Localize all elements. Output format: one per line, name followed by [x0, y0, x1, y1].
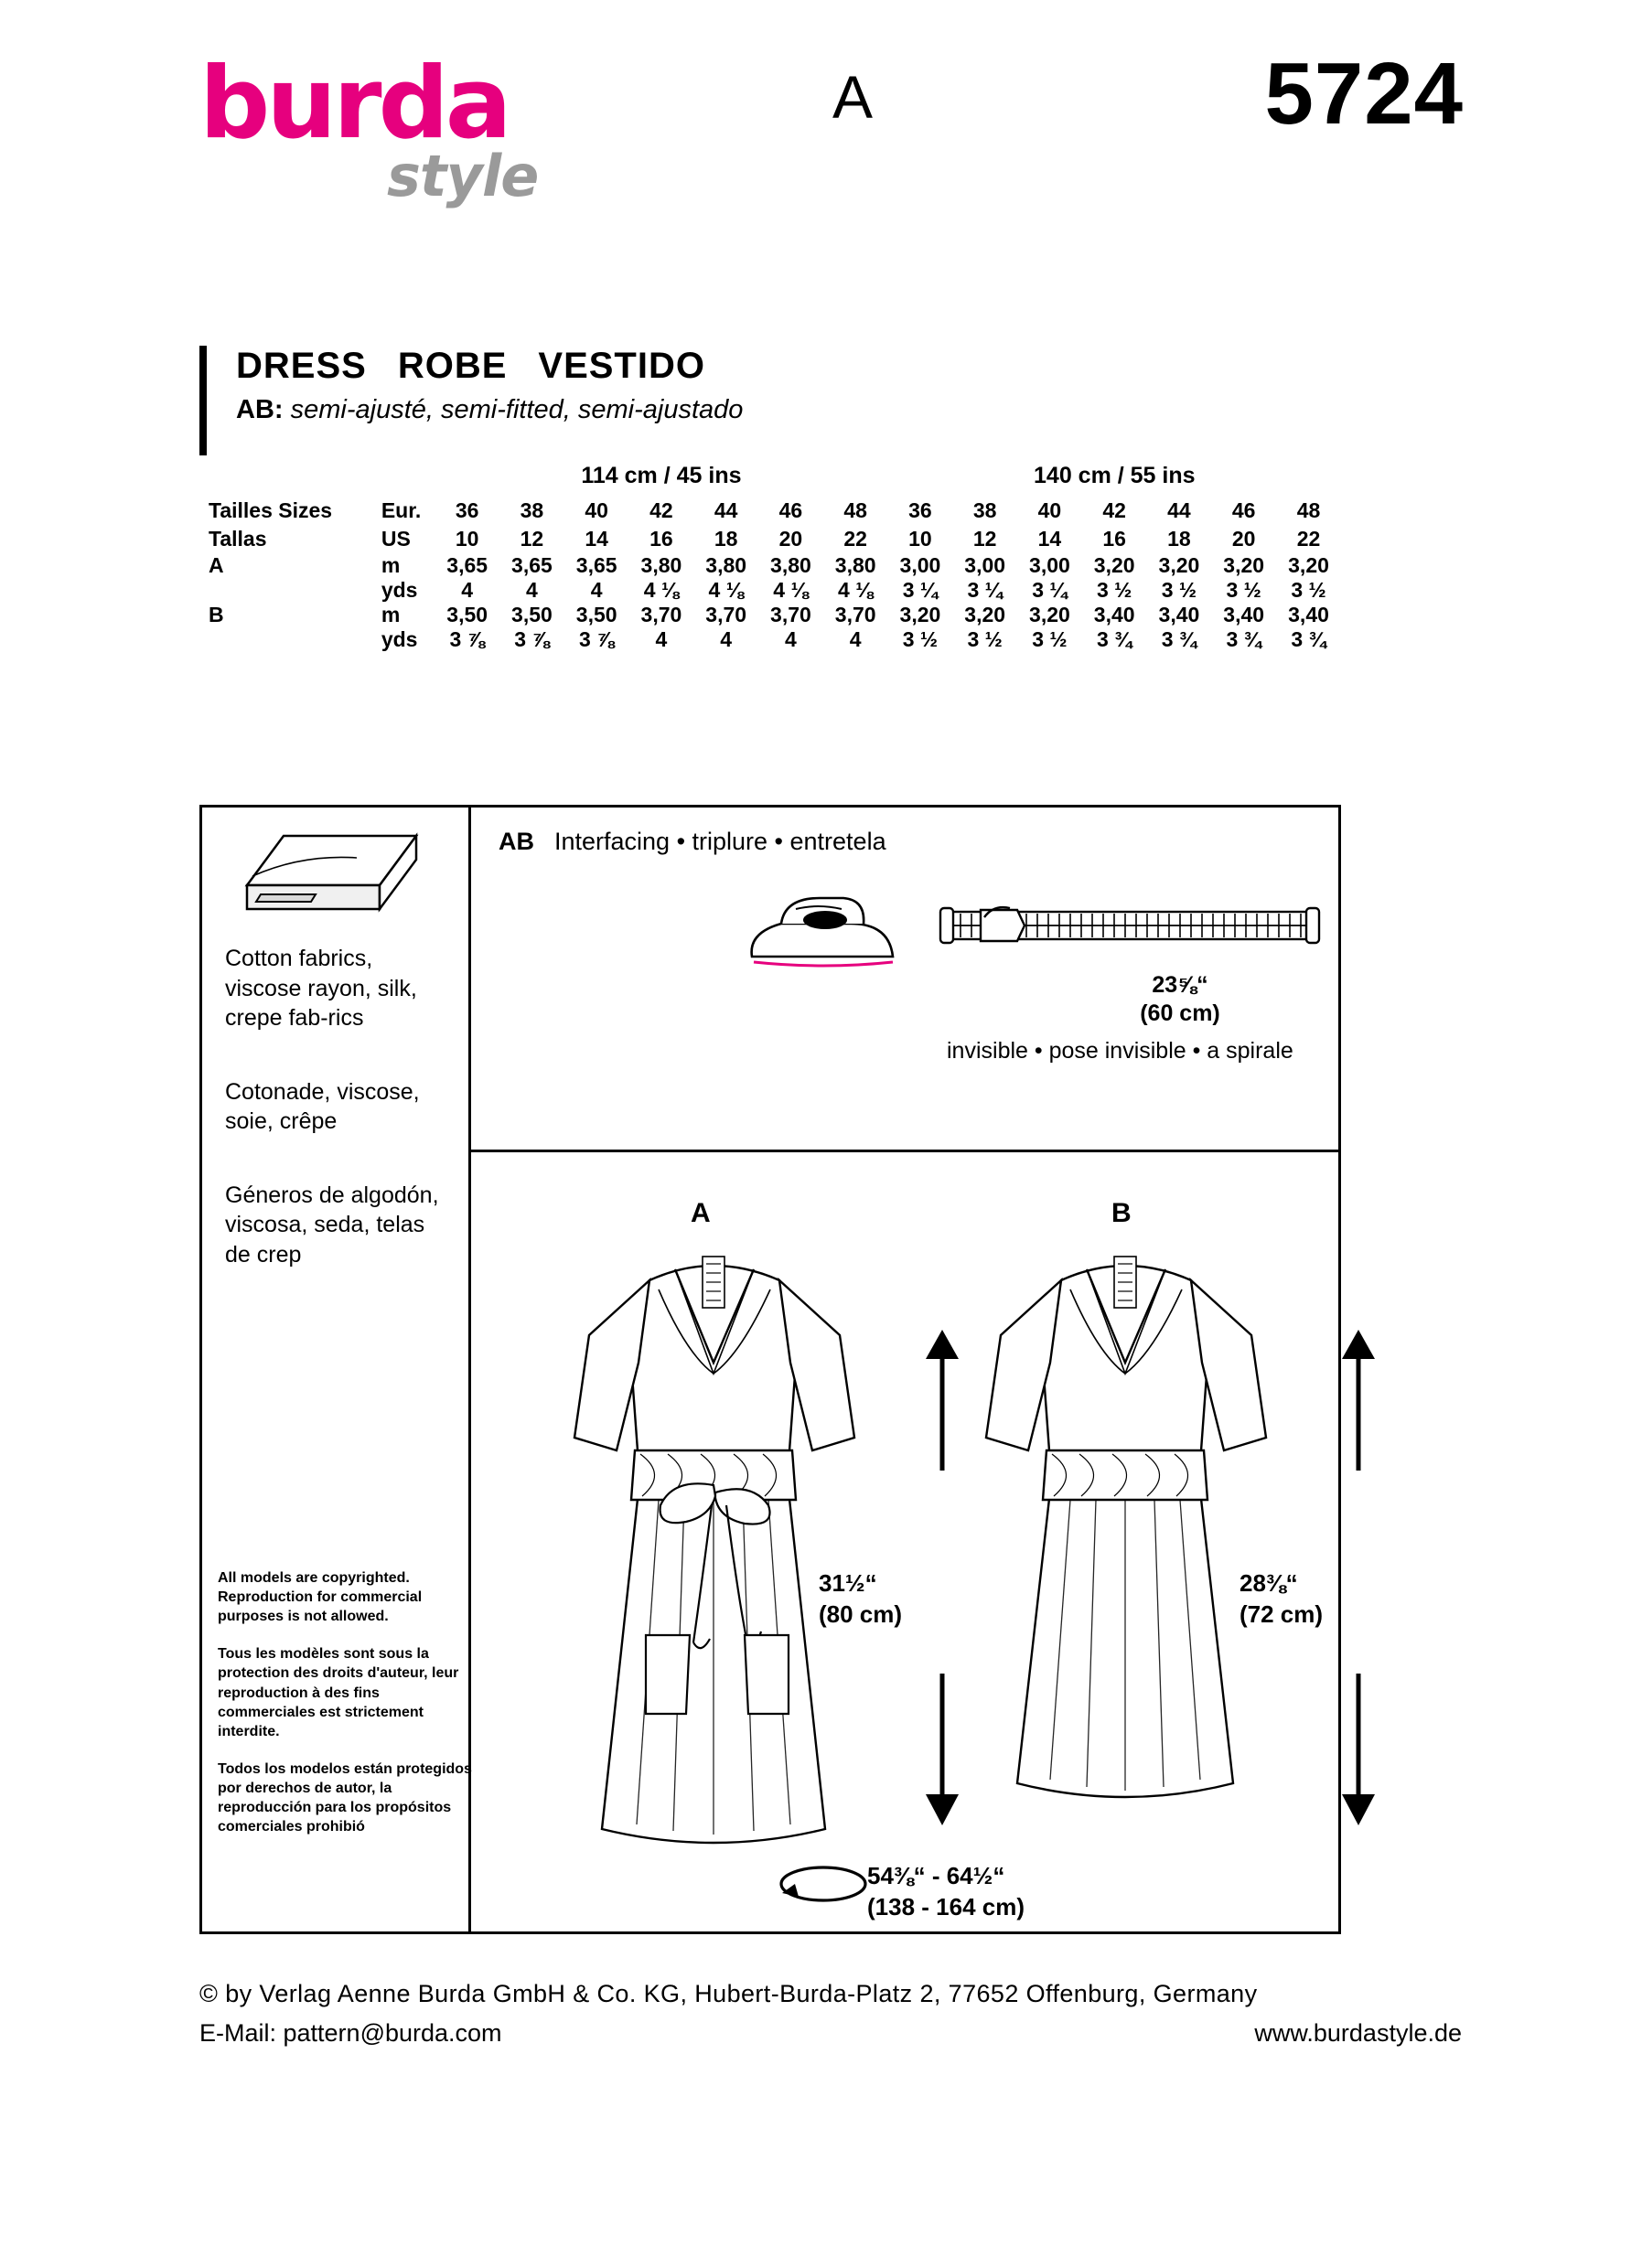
length-arrow-b-top	[1331, 1326, 1386, 1472]
brand-logo	[199, 47, 593, 209]
dress-illustration-b	[933, 1225, 1317, 1866]
sizes-label-line2: Tallas	[209, 527, 267, 551]
title-word-vestido: VESTIDO	[538, 346, 705, 386]
yardage-cell: 3,40	[1093, 603, 1135, 627]
copyright-spanish: Todos los modelos están protegidos por derechos de autor, la reproducción para los propósitos comerciales prohibió	[218, 1760, 472, 1835]
yardage-cell: 3 ¾	[1226, 627, 1261, 652]
yardage-cell: 4	[590, 578, 603, 603]
yardage-cell: 3,70	[834, 603, 876, 627]
subtitle-fit: semi-ajusté, semi-fitted, semi-ajustado	[290, 395, 744, 424]
title-word-dress: DRESS	[236, 346, 367, 386]
size-cell: 10	[455, 527, 479, 551]
yardage-cell: 3,70	[770, 603, 811, 627]
size-cell: 40	[585, 498, 608, 523]
copyright-notices	[218, 1568, 476, 1855]
yardage-cell: 3,50	[511, 603, 553, 627]
yardage-cell: 3 ½	[1291, 578, 1326, 603]
yardage-cell: 3,20	[964, 603, 1006, 627]
size-cell: 44	[1167, 498, 1191, 523]
yardage-cell: 4	[785, 627, 797, 652]
yardage-cell: 3,65	[575, 553, 617, 578]
panel-divider-horizontal	[468, 1150, 1341, 1152]
size-cell: 22	[1296, 527, 1321, 551]
size-cell: 44	[714, 498, 738, 523]
size-cell: 36	[455, 498, 479, 523]
zipper-type: invisible • pose invisible • a spirale	[947, 1038, 1293, 1064]
yardage-cell: 3,20	[1158, 553, 1200, 578]
size-cell: 14	[585, 527, 608, 551]
yardage-cell: 4	[655, 627, 668, 652]
footer	[199, 1980, 1462, 2048]
interfacing-row	[499, 828, 886, 856]
fabric-text-french: Cotonade, viscose, soie, crêpe	[225, 1078, 420, 1134]
hem-cm: (138 - 164 cm)	[867, 1892, 1025, 1920]
yardage-cell: 3 ¼	[902, 578, 939, 603]
yardage-cell: 4 ⅛	[773, 578, 809, 603]
yardage-cell: 3,20	[1288, 553, 1329, 578]
length-a-cm: (80 cm)	[819, 1599, 903, 1628]
footer-copyright: © by Verlag Aenne Burda GmbH & Co. KG, Hubert-Burda-Platz 2, 77652 Offenburg, Germany	[199, 1980, 1258, 2007]
dress-illustration-a	[521, 1225, 906, 1884]
yardage-cell: 3 ½	[902, 627, 939, 652]
yardage-cell: 3 ¼	[1032, 578, 1068, 603]
yardage-cell: 4 ⅛	[708, 578, 744, 603]
yardage-cell: 3,80	[705, 553, 747, 578]
yardage-cell: 3,40	[1223, 603, 1265, 627]
yardage-cell: 3 ¾	[1161, 627, 1197, 652]
yardage-cell: 4	[526, 578, 538, 603]
size-cell: 46	[778, 498, 803, 523]
yardage-cell: 3,70	[640, 603, 682, 627]
yardage-cell: 3 ¾	[1291, 627, 1326, 652]
brand-subname: style	[387, 143, 539, 209]
size-cell: 10	[908, 527, 932, 551]
zipper-length	[1070, 971, 1290, 1029]
size-cell: 38	[972, 498, 997, 523]
size-system-us: US	[381, 527, 411, 551]
table-row-a-m	[199, 553, 1341, 578]
yardage-cell: 3,40	[1158, 603, 1200, 627]
size-system-eur: Eur.	[381, 498, 422, 523]
interfacing-label: Interfacing • triplure • entretela	[554, 828, 886, 855]
size-cell: 36	[908, 498, 932, 523]
yardage-cell: 4 ⅛	[838, 578, 874, 603]
yardage-cell: 3,50	[575, 603, 617, 627]
page-title	[236, 346, 736, 387]
size-cell: 20	[778, 527, 803, 551]
view-label-a-row: A	[209, 553, 224, 578]
yardage-cell: 3 ½	[1032, 627, 1068, 652]
table-row-widths	[199, 457, 1341, 497]
size-cell: 48	[843, 498, 867, 523]
yardage-cell: 3,20	[1029, 603, 1070, 627]
illustration-label-a: A	[691, 1198, 711, 1228]
hem-circumference-icon	[773, 1856, 874, 1911]
fabric-text-english: Cotton fabrics, viscose rayon, silk, crepe fab-rics	[225, 946, 417, 1031]
size-cell: 18	[1167, 527, 1191, 551]
size-cell: 42	[1102, 498, 1126, 523]
yardage-cell: 3,00	[899, 553, 941, 578]
size-cell: 38	[520, 498, 544, 523]
yardage-cell: 3 ½	[1226, 578, 1261, 603]
size-cell: 22	[843, 527, 867, 551]
yardage-cell: 3,20	[1093, 553, 1135, 578]
yardage-cell: 3 ⅞	[579, 627, 615, 652]
table-row-sizes-eur	[199, 497, 1341, 525]
length-b-ins: 28⅜“	[1240, 1569, 1298, 1597]
yardage-cell: 3,00	[964, 553, 1006, 578]
yardage-cell: 3 ⅞	[449, 627, 485, 652]
length-measure-b	[1240, 1568, 1323, 1631]
yardage-cell: 3,65	[511, 553, 553, 578]
unit-yds: yds	[381, 627, 418, 652]
yardage-cell: 4	[849, 627, 862, 652]
title-word-robe: ROBE	[397, 346, 508, 386]
table-row-b-m	[199, 603, 1341, 627]
copyright-french: Tous les modèles sont sous la protection des droits d'auteur, leur reproduction à des fins commerciales est strictement interdite.	[218, 1646, 459, 1739]
zipper-length-ins: 23⅝“	[1152, 972, 1208, 998]
yardage-cell: 3 ½	[1097, 578, 1132, 603]
fabric-width-114: 114 cm / 45 ins	[581, 463, 742, 488]
size-cell: 12	[520, 527, 544, 551]
size-cell: 16	[1102, 527, 1126, 551]
sizes-label	[199, 497, 374, 553]
illustration-label-b: B	[1111, 1198, 1132, 1228]
yardage-cell: 3,70	[705, 603, 747, 627]
yardage-cell: 3,80	[834, 553, 876, 578]
yardage-table	[199, 457, 1341, 652]
yardage-cell: 3 ¾	[1097, 627, 1132, 652]
yardage-cell: 3,50	[446, 603, 488, 627]
zipper-icon	[933, 892, 1326, 965]
unit-m: m	[381, 553, 401, 578]
footer-website[interactable]: www.burdastyle.de	[1254, 2019, 1462, 2047]
length-arrow-b-bottom	[1331, 1674, 1386, 1829]
yardage-cell: 4 ⅛	[643, 578, 680, 603]
zipper-length-cm: (60 cm)	[1140, 1000, 1220, 1027]
view-label-b-row: B	[209, 603, 224, 627]
fabric-text-spanish: Géneros de algodón, viscosa, seda, telas de crep	[225, 1182, 439, 1268]
view-letter: A	[832, 63, 874, 131]
yardage-cell: 3,20	[899, 603, 941, 627]
brand-name: burda	[199, 47, 509, 161]
yardage-cell: 3,80	[640, 553, 682, 578]
yardage-cell: 3,65	[446, 553, 488, 578]
size-cell: 14	[1037, 527, 1062, 551]
fabric-recommendations	[212, 819, 465, 1269]
size-cell: 12	[972, 527, 997, 551]
size-cell: 18	[714, 527, 738, 551]
hem-ins: 54⅜“ - 64½“	[867, 1862, 1005, 1889]
table-row-b-yds	[199, 627, 1341, 652]
table-row-a-yds	[199, 578, 1341, 603]
yardage-cell: 3 ¼	[967, 578, 1003, 603]
unit-m: m	[381, 603, 401, 627]
footer-email[interactable]: E-Mail: pattern@burda.com	[199, 2019, 502, 2047]
yardage-cell: 3,20	[1223, 553, 1265, 578]
yardage-cell: 3 ½	[967, 627, 1003, 652]
page-subtitle	[236, 395, 743, 425]
yardage-cell: 3 ½	[1161, 578, 1197, 603]
size-cell: 40	[1037, 498, 1062, 523]
yardage-cell: 3,40	[1288, 603, 1329, 627]
size-cell: 42	[649, 498, 673, 523]
length-b-cm: (72 cm)	[1240, 1599, 1324, 1628]
iron-icon	[741, 878, 906, 979]
yardage-cell: 4	[720, 627, 733, 652]
length-a-ins: 31½“	[819, 1569, 877, 1597]
yardage-cell: 3 ⅞	[514, 627, 550, 652]
length-measure-a	[819, 1568, 902, 1631]
yardage-cell: 3,00	[1029, 553, 1070, 578]
interfacing-views: AB	[499, 828, 534, 855]
size-cell: 20	[1231, 527, 1256, 551]
fabric-width-140: 140 cm / 55 ins	[1034, 463, 1196, 488]
copyright-english: All models are copyrighted. Reproduction for commercial purposes is not allowed.	[218, 1570, 423, 1625]
title-accent-bar	[199, 346, 207, 455]
subtitle-views: AB:	[236, 395, 284, 424]
yardage-cell: 3,80	[770, 553, 811, 578]
hem-measure	[867, 1861, 1025, 1923]
size-cell: 16	[649, 527, 673, 551]
unit-yds: yds	[381, 578, 418, 603]
pattern-number: 5724	[1264, 45, 1464, 143]
size-cell: 46	[1231, 498, 1256, 523]
size-cell: 48	[1296, 498, 1321, 523]
sizes-label-line1: Tailles Sizes	[209, 498, 333, 522]
yardage-cell: 4	[461, 578, 474, 603]
